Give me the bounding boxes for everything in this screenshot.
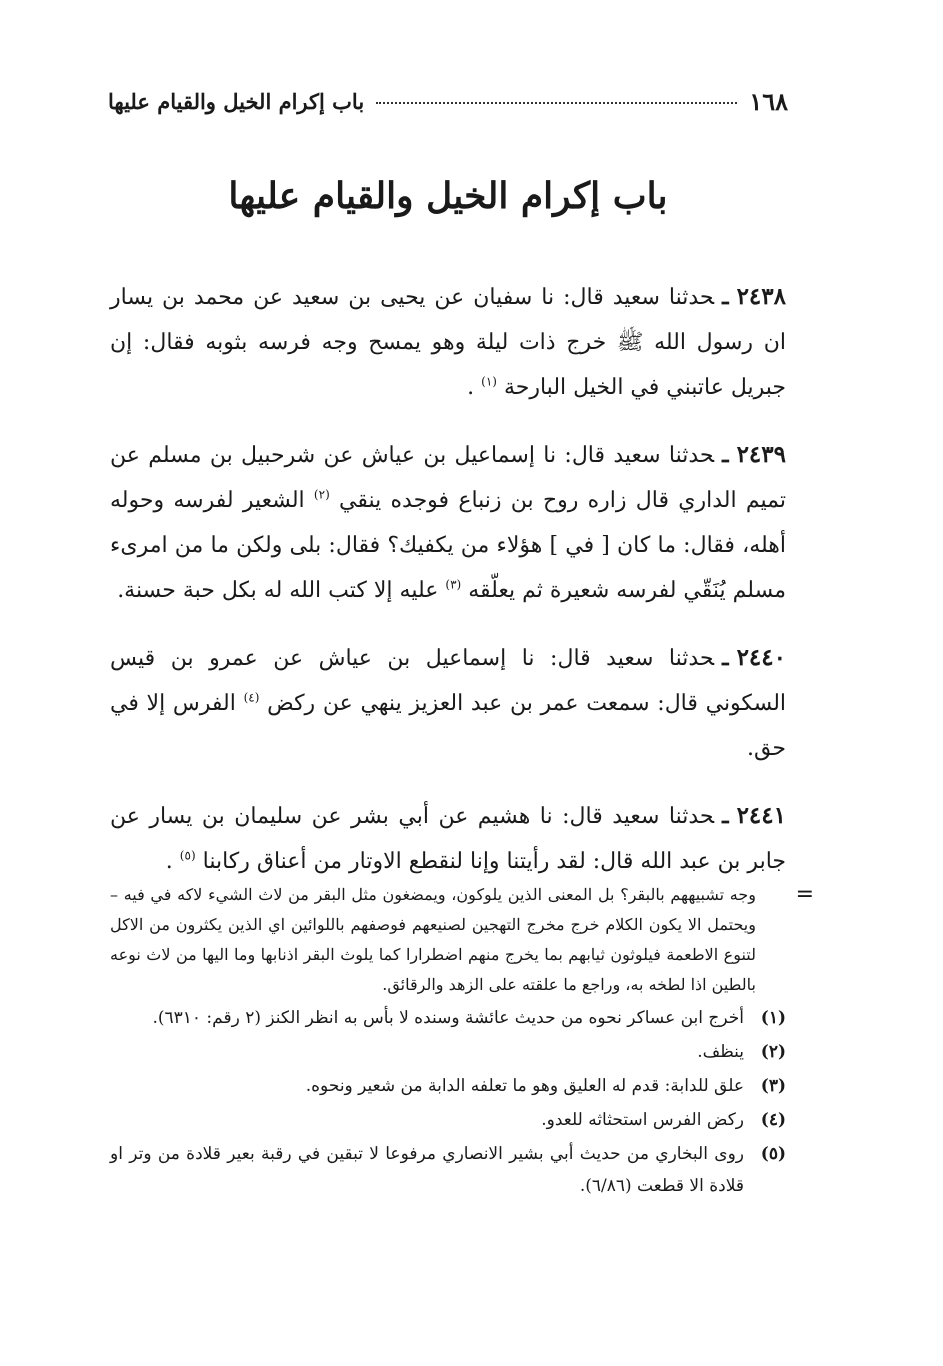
footnote-text: روى البخاري من حديث أبي بشير الانصاري مرفوعا لا تبقين في رقبة بعير قلادة من وتر او قلادة الا قطعت (٦/٨٦). [110, 1144, 744, 1196]
footnote-text: أخرج ابن عساكر نحوه من حديث عائشة وسنده لا بأس به انظر الكنز (٢ رقم: ٦٣١٠). [152, 1008, 744, 1028]
footnote-1 [110, 1002, 786, 1034]
hadith-text: الفرس إلا في حق. [110, 691, 786, 761]
footnote-2 [110, 1036, 786, 1068]
hadith-number-dash: ـ [722, 803, 729, 829]
hadith-number-dash: ـ [722, 442, 729, 468]
footnote-marker: (٤) [760, 1110, 786, 1130]
hadith-text: حدثنا سعيد قال: نا إسماعيل بن عياش عن شرحبيل بن مسلم عن تميم الداري قال زاره روح بن زنباع فوجده ينقي [110, 443, 786, 513]
footnote-ref: (١) [481, 374, 497, 389]
hadith-text: عليه إلا كتب الله له بكل حبة حسنة. [117, 578, 439, 603]
running-title: باب إكرام الخيل والقيام عليها [108, 88, 365, 114]
hadith-text: حدثنا سعيد قال: نا إسماعيل بن عياش عن عمرو بن قيس السكوني قال: سمعت عمر بن عبد العزيز ينهي عن ركض [110, 646, 787, 716]
footnote-marker: (٣) [760, 1076, 786, 1096]
page-number: ١٦٨ [749, 86, 788, 116]
hadith-text: الشعير لفرسه وحوله أهله، فقال: ما كان [ في ] هؤلاء من يكفيك؟ فقال: بلى ولكن ما من امرىء مسلم يُنَقّي لفرسه شعيرة ثم يعلّقه [110, 488, 786, 603]
hadith-number: ٢٤٤٠ [736, 644, 786, 671]
hadith-text: حدثنا سعيد قال: نا هشيم عن أبي بشر عن سليمان بن يسار عن جابر بن عبد الله قال: لقد رأيتنا وإنا لنقطع الاوتار من أعناق ركابنا [110, 804, 786, 874]
hadith-2438 [110, 274, 786, 410]
footnote-marker: (٢) [760, 1042, 786, 1062]
footnote-ref: (٥) [179, 848, 196, 863]
footnote-text: علق للدابة: قدم له العليق وهو ما تعلفه الدابة من شعير ونحوه. [305, 1076, 744, 1096]
hadith-number-dash: ـ [722, 284, 729, 310]
footnote-continuation [110, 880, 814, 1000]
hadith-end-mark: . [467, 375, 475, 400]
footnote-text: ينظف. [697, 1042, 744, 1062]
footnote-marker: (١) [760, 1008, 786, 1028]
footnote-ref: (٤) [243, 690, 260, 705]
footnote-ref: (٢) [313, 487, 330, 502]
hadith-number: ٢٤٤١ [736, 802, 786, 829]
footnote-text: ركض الفرس استحثاثه للعدو. [541, 1110, 744, 1130]
footnotes [110, 880, 814, 1204]
footnote-4 [110, 1104, 786, 1136]
hadith-number-dash: ـ [722, 645, 729, 671]
footnote-continuation-text: وجه تشبيههم بالبقر؟ بل المعنى الذين يلوكون، ويمضغون مثل البقر من لاث الشيء لاكه في فيه – ويحتمل الا يكون الكلام خرج مخرج التهجين لصنيعهم فوصفهم باللوائين اي الذين يكثرون من الاكل لتنوع الاطعمة فيلوثون ثيابهم بما يخرج منهم اضطرارا كما يلوث البقر اذنابها وما اليها من لاث نوعه بالطين اذا لطخه به، وراجع ما علقته على الزهد والرقائق. [110, 885, 756, 994]
running-header [108, 84, 788, 118]
footnote-marker: (٥) [760, 1144, 786, 1164]
hadith-list [110, 252, 786, 903]
hadith-number: ٢٤٣٩ [736, 441, 786, 468]
hadith-end-mark: . [165, 849, 173, 874]
footnote-5 [110, 1138, 786, 1202]
hadith-text: حدثنا سعيد قال: نا سفيان عن يحيى بن سعيد عن محمد بن يسار ان رسول الله ﷺ خرج ذات ليلة وهو يمسح وجه فرسه بثوبه فقال: إن جبريل عاتبني في الخيل البارحة [110, 285, 786, 400]
hadith-number: ٢٤٣٨ [736, 283, 786, 310]
hadith-2440 [110, 635, 786, 771]
hadith-2439 [110, 432, 786, 613]
hadith-2441 [110, 793, 786, 884]
footnote-ref: (٣) [445, 577, 462, 592]
chapter-title: باب إكرام الخيل والقيام عليها [228, 175, 668, 217]
footnote-3 [110, 1070, 786, 1102]
continuation-mark: = [795, 882, 814, 907]
header-dotted-leader [376, 102, 737, 104]
